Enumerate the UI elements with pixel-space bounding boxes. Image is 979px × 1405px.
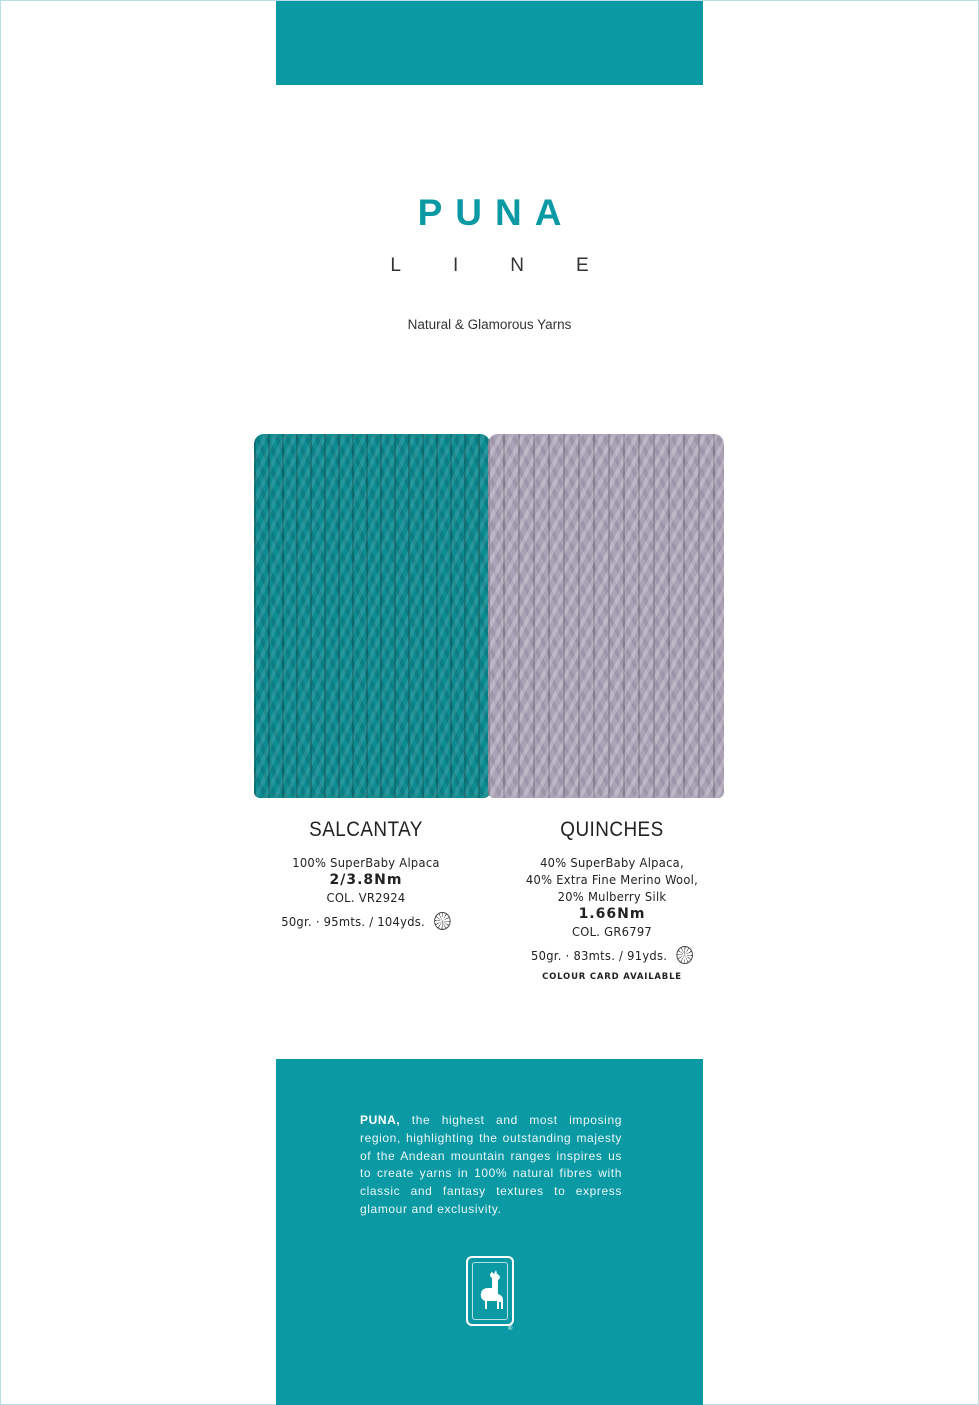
yarn-composition: 100% SuperBaby Alpaca	[292, 855, 440, 870]
yarn-count: 1.66Nm	[578, 906, 646, 922]
yarn-count: 2/3.8Nm	[329, 872, 403, 888]
registered-mark: ®	[508, 1326, 513, 1332]
top-color-band	[276, 1, 703, 85]
yarn-colour-code: COL. GR6797	[571, 924, 653, 939]
yarn-weight-text: 50gr. · 83mts. / 91yds.	[531, 947, 668, 963]
yarn-colour-code: COL. VR2924	[326, 890, 406, 905]
yarn-weight-text: 50gr. · 95mts. / 104yds.	[281, 913, 425, 929]
yarn-weight	[256, 912, 477, 930]
bottom-color-band	[276, 1059, 703, 1405]
yarn-composition: 20% Mulberry Silk	[557, 889, 667, 904]
alpaca-logo-icon	[466, 1256, 514, 1326]
about-lead: PUNA,	[360, 1113, 401, 1127]
brand-subtitle: LINE	[390, 255, 641, 276]
knitting-needles-icon	[434, 912, 451, 930]
tagline: Natural & Glamorous Yarns	[407, 317, 572, 332]
teal-knit-swatch	[254, 434, 490, 798]
colour-card-note: COLOUR CARD AVAILABLE	[542, 972, 682, 982]
about-body: the highest and most imposing region, highlighting the outstanding majesty of the Andean mountain ranges inspires us to create yarns in 100% natural fibres with classic and fantasy textures to express glamour and exclusivity.	[360, 1113, 622, 1216]
yarn-weight	[502, 946, 723, 964]
knitting-needles-icon	[676, 946, 693, 964]
yarn-info-quinches	[492, 818, 732, 982]
yarn-composition: 40% Extra Fine Merino Wool,	[525, 872, 699, 887]
about-text	[360, 1112, 622, 1219]
yarn-swatches	[248, 428, 736, 806]
alpaca-silhouette	[468, 1258, 512, 1324]
yarn-info-salcantay	[246, 818, 486, 930]
yarn-name: SALCANTAY	[309, 818, 423, 841]
yarn-composition: 40% SuperBaby Alpaca,	[540, 855, 684, 870]
yarn-name: QUINCHES	[560, 818, 664, 841]
lilac-knit-swatch	[488, 434, 724, 798]
brand-title: PUNA	[417, 192, 575, 233]
